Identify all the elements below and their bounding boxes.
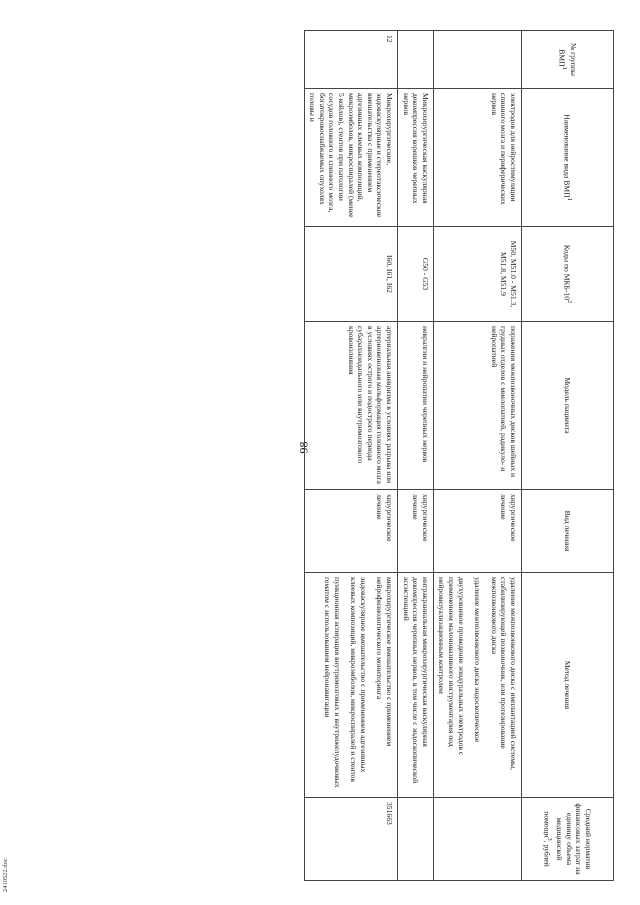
method-item: микрохирургическое вмешательство с применением нейрофизиологического мониторинга bbox=[375, 577, 395, 747]
cell-cost: 351663 bbox=[304, 798, 397, 881]
cell-group-number: 12 bbox=[304, 31, 397, 89]
cell-patient-model: невралгии и нейропатии черепных нервов bbox=[398, 322, 434, 490]
method-item: эндоваскулярное вмешательство с применением адгезивных клеевых композиций, микроэмболов, микроспиралей и стентов bbox=[349, 577, 368, 782]
cell-icd-codes: M50, M51.0 - M51.3, M51.8, M51.9 bbox=[433, 227, 521, 322]
cell-treatment-type: хирургическое лечение bbox=[304, 490, 397, 573]
cell-vmp-name: Микрохирургические, эндоваскулярные и стереотаксические вмешательства с применением адгезивных клеевых композиций, микроэмболов, микроспиралей (менее 5 койлов), стентов при патологии сосудов головного и спинного мозга, богатокровоснабжаемых опухолях головы и bbox=[304, 89, 397, 227]
cell-treatment-type: хирургическое лечение bbox=[433, 490, 521, 573]
table-row bbox=[433, 31, 521, 881]
cell-group-number bbox=[398, 31, 434, 89]
table-header-row bbox=[522, 31, 614, 881]
header-patient-model: Модель пациента bbox=[522, 322, 614, 490]
method-item: удаление межпозвонкового диска с имплантацией системы, стабилизирующей позвоночник, или протезирование межпозвонкового диска bbox=[489, 577, 518, 771]
rotated-page-content bbox=[49, 30, 614, 880]
method-item: двухуровневое проведение эпидуральных электродов с применением малоинвазивного инструментария под нейровизуализационным контролем bbox=[437, 577, 466, 756]
vmp-table bbox=[304, 30, 614, 881]
method-item: удаление межпозвонкового диска эндоскопическое bbox=[473, 577, 483, 743]
method-item: интракраниальная микрохирургическая васкулярная декомпрессия черепных нервов, в том числе с эндоскопической ассистенцией bbox=[401, 577, 430, 784]
header-treatment-type: Вид лечения bbox=[522, 490, 614, 573]
table-row bbox=[398, 31, 434, 881]
cell-treatment-method bbox=[304, 573, 397, 798]
cell-patient-model: поражения межпозвоночных дисков шейных и грудных отделов с миелопатией, радикуло- и нейропатией bbox=[433, 322, 521, 490]
cell-icd-codes: G50 - G53 bbox=[398, 227, 434, 322]
cell-cost bbox=[433, 798, 521, 881]
header-group-number: № группы ВМП$^1$ bbox=[522, 31, 614, 89]
method-item: пункционная аспирация внутримозговых и внутрижелудочковых гематом с использованием нейронавигации bbox=[323, 577, 342, 788]
cell-patient-model: артериальная аневризма в условиях разрыва или артериовенозная мальформация головного мозга в условиях острого и подострого периода субарахноидального или внутримозгового кровоизлияния bbox=[304, 322, 397, 490]
cell-treatment-method bbox=[433, 573, 521, 798]
header-cost-standard: Средний норматив финансовых затрат на единицу объема медицинской помощи$^3$, рублей bbox=[522, 798, 614, 881]
header-vmp-name: Наименование вида ВМП$^1$ bbox=[522, 89, 614, 227]
cell-icd-codes: I60, I61, I62 bbox=[304, 227, 397, 322]
table-row bbox=[304, 31, 397, 881]
footer-filename: 2410522.doc bbox=[2, 858, 9, 892]
cell-vmp-name: электродов для нейростимуляции спинного мозга и периферических нервов bbox=[433, 89, 521, 227]
header-treatment-method: Метод лечения bbox=[522, 573, 614, 798]
page-number: 98 bbox=[296, 441, 311, 454]
cell-group-number bbox=[433, 31, 521, 89]
cell-cost bbox=[398, 798, 434, 881]
cell-vmp-name: Микрохирургическая васкулярная декомпрессия корешков черепных нервов bbox=[398, 89, 434, 227]
cell-treatment-type: хирургическое лечение bbox=[398, 490, 434, 573]
header-icd-codes: Коды по МКБ-$10^2$ bbox=[522, 227, 614, 322]
cell-treatment-method bbox=[398, 573, 434, 798]
